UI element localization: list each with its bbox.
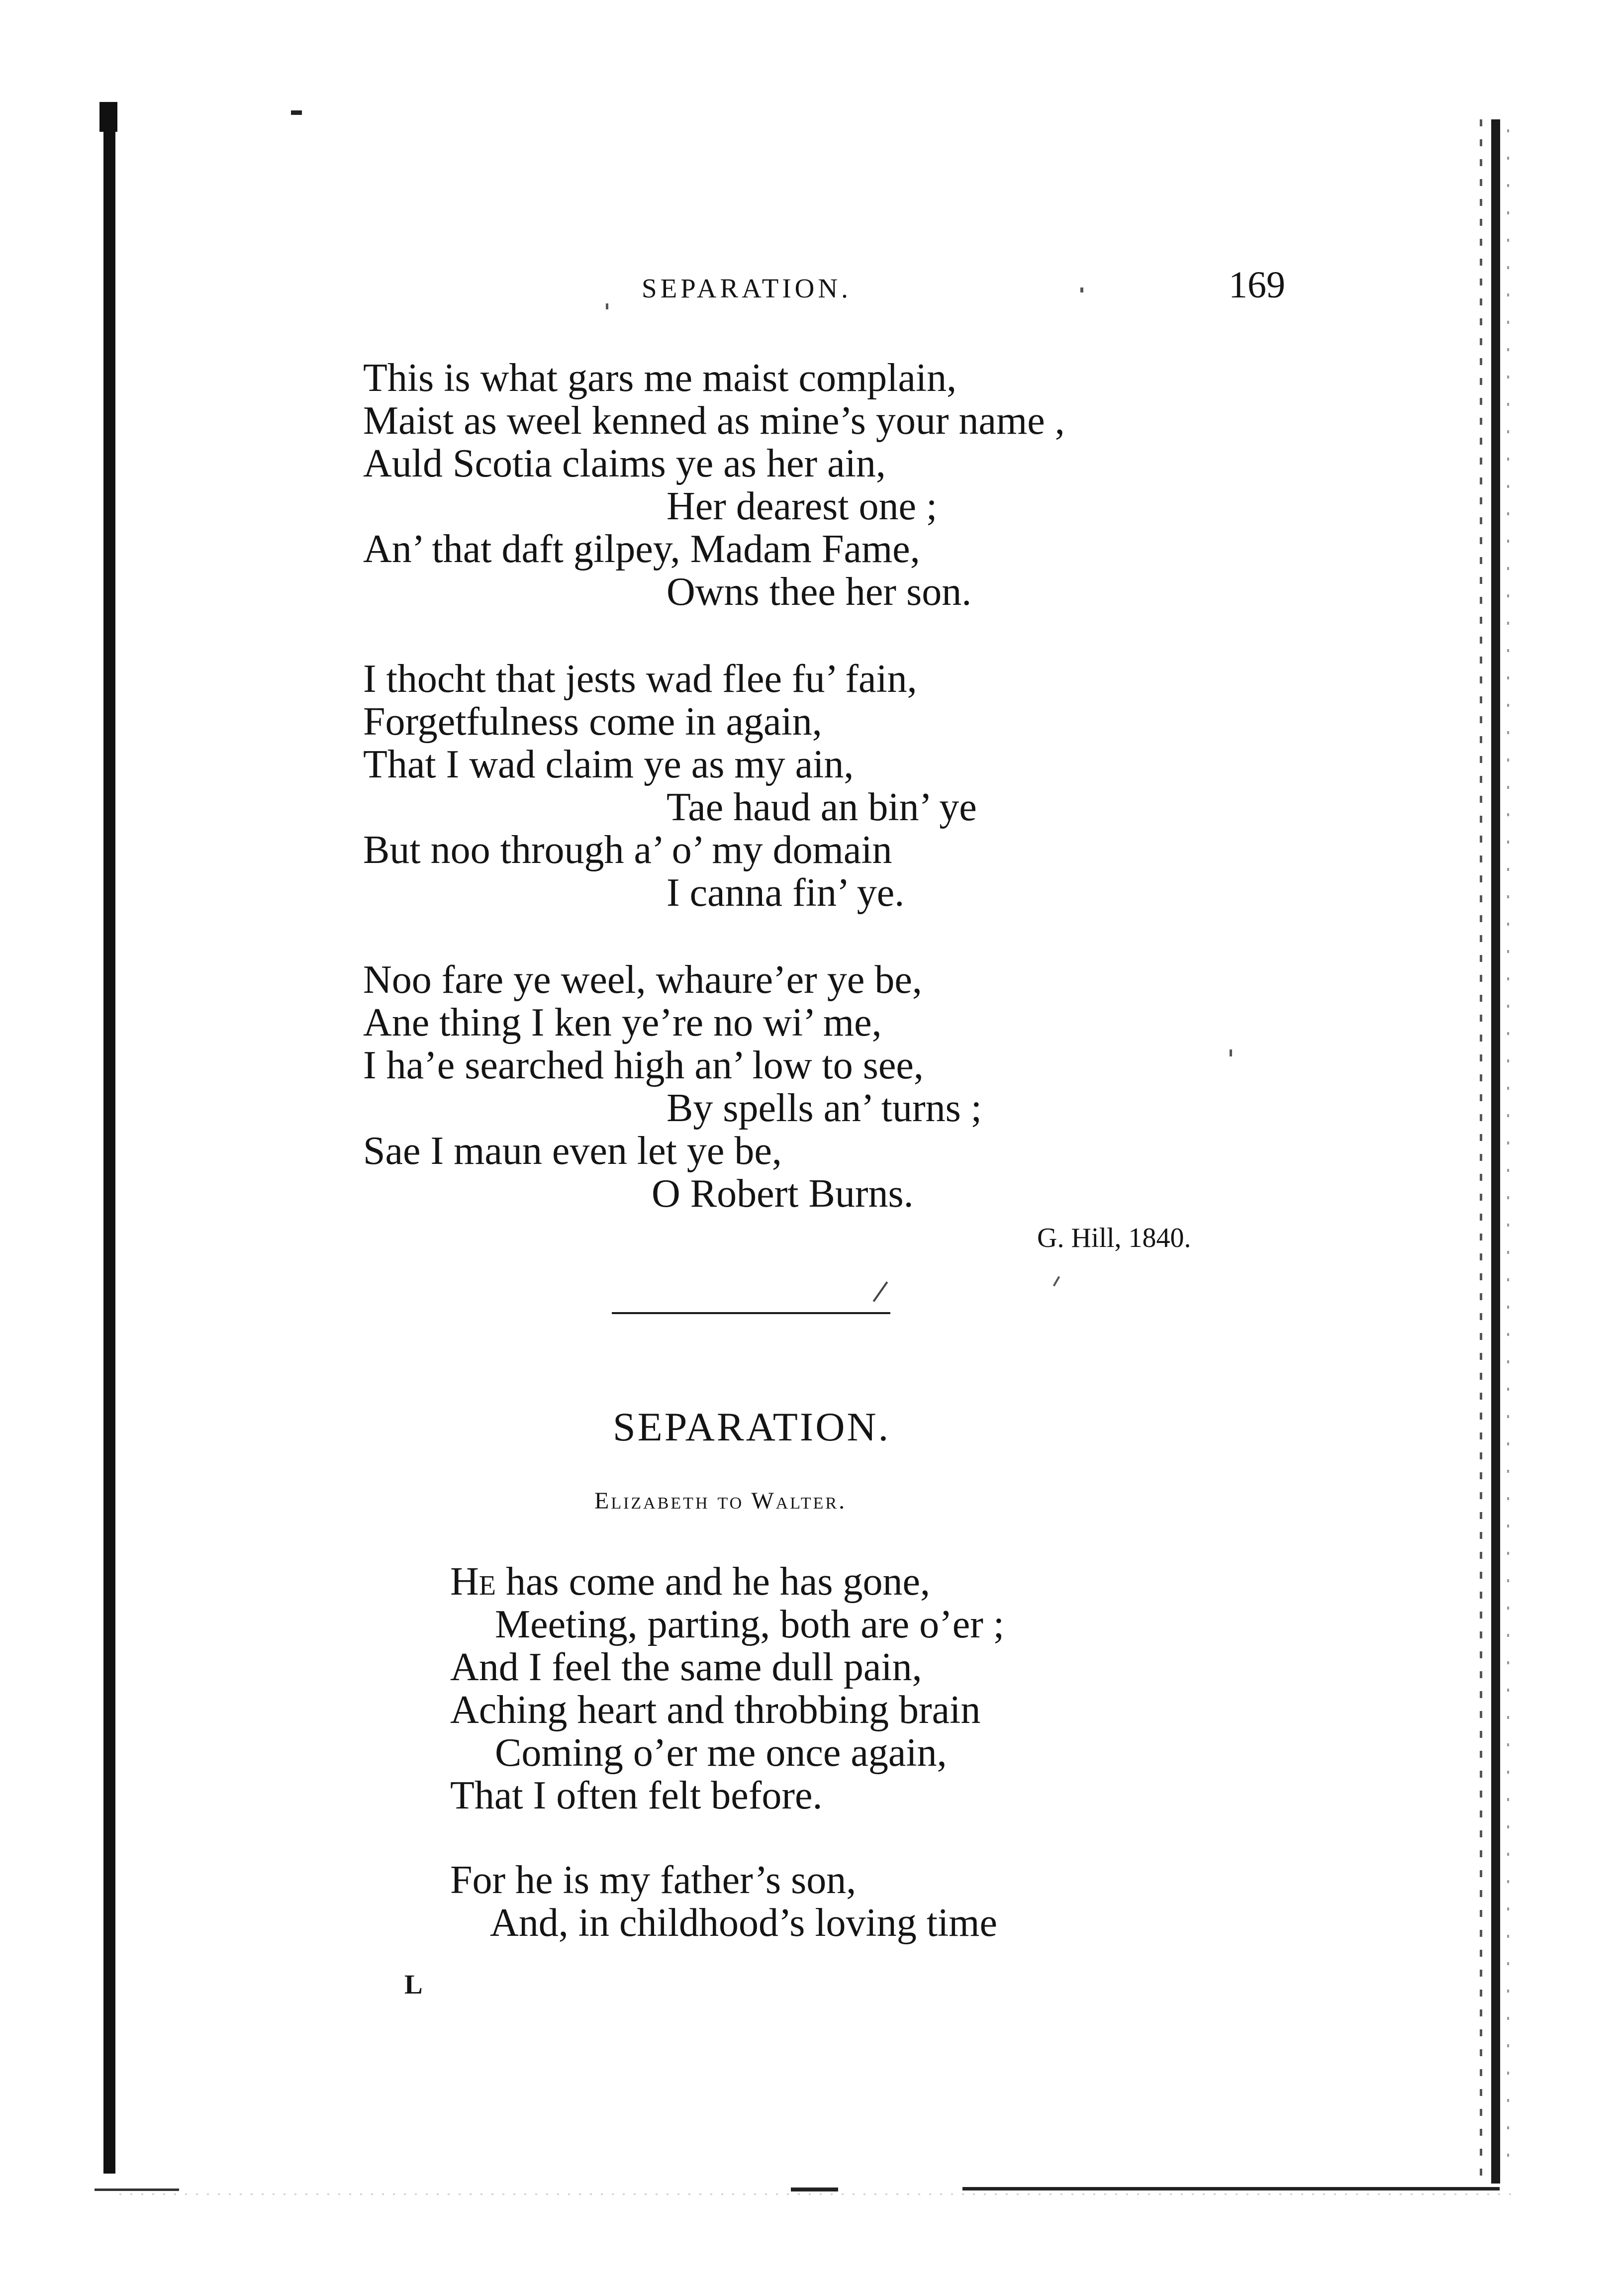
poem-line: Coming o’er me once again,	[495, 1731, 947, 1775]
binding-edge-left-top	[99, 102, 117, 132]
poem-line	[450, 1562, 930, 1602]
page-number: 169	[1229, 264, 1285, 306]
poem-line: Auld Scotia claims ye as her ain,	[363, 442, 886, 485]
poem-title: SEPARATION.	[613, 1404, 891, 1449]
stray-mark	[1080, 287, 1083, 292]
poem-line-rest: has come and he has gone,	[495, 1560, 931, 1604]
poem-line: Aching heart and throbbing brain	[450, 1688, 981, 1732]
poem-line: I thocht that jests wad flee fu’ fain,	[363, 657, 917, 701]
stray-mark	[873, 1281, 888, 1302]
poem-line: Sae I maun even let ye be,	[363, 1129, 782, 1173]
poem-line: And, in childhood’s loving time	[490, 1901, 997, 1945]
poem-line: I canna fin’ ye.	[667, 871, 905, 915]
page-edge-right-speckle	[1507, 129, 1509, 2169]
poem-line: Ane thing I ken ye’re no wi’ me,	[363, 1001, 882, 1045]
poem-line: Maist as weel kenned as mine’s your name ,	[363, 399, 1065, 443]
poem-line: For he is my father’s son,	[450, 1858, 857, 1902]
stray-mark	[606, 303, 608, 309]
poem-line: Forgetfulness come in again,	[363, 700, 822, 744]
initial-word: He	[450, 1560, 496, 1604]
poem-line: That I wad claim ye as my ain,	[363, 743, 854, 786]
poem-line: Her dearest one ;	[667, 484, 938, 528]
stray-dash	[291, 110, 302, 115]
stray-mark	[1053, 1276, 1060, 1286]
page-edge-bottom-mid	[791, 2188, 838, 2191]
poem-line: An’ that daft gilpey, Madam Fame,	[363, 527, 920, 571]
poem-line: Owns thee her son.	[667, 570, 972, 614]
poem-line: Tae haud an bin’ ye	[667, 785, 977, 829]
poem-line: But noo through a’ o’ my domain	[363, 828, 892, 872]
poem-line: That I often felt before.	[450, 1774, 823, 1817]
page-edge-bottom-speckle	[119, 2193, 1512, 2195]
poem-subtitle: Elizabeth to Walter.	[594, 1488, 847, 1514]
poem-line: I ha’e searched high an’ low to see,	[363, 1044, 924, 1087]
signature-mark: L	[404, 1969, 423, 1999]
binding-edge-left	[103, 102, 115, 2174]
page-edge-right-thin	[1480, 119, 1482, 2184]
poem-attribution: G. Hill, 1840.	[1037, 1223, 1191, 1253]
page-edge-bottom-left	[95, 2189, 179, 2191]
page-edge-bottom-right	[962, 2187, 1500, 2190]
running-head: SEPARATION.	[642, 273, 852, 303]
poem-line: Noo fare ye weel, whaure’er ye be,	[363, 958, 922, 1002]
poem-line: By spells an’ turns ;	[667, 1086, 982, 1130]
poem-line: And I feel the same dull pain,	[450, 1645, 922, 1689]
poem-line: This is what gars me maist complain,	[363, 356, 957, 400]
page-edge-right	[1491, 119, 1500, 2184]
poem-line: Meeting, parting, both are o’er ;	[495, 1603, 1005, 1646]
poem-line: O Robert Burns.	[652, 1172, 914, 1216]
stray-mark	[1230, 1049, 1232, 1056]
section-rule	[612, 1312, 890, 1314]
